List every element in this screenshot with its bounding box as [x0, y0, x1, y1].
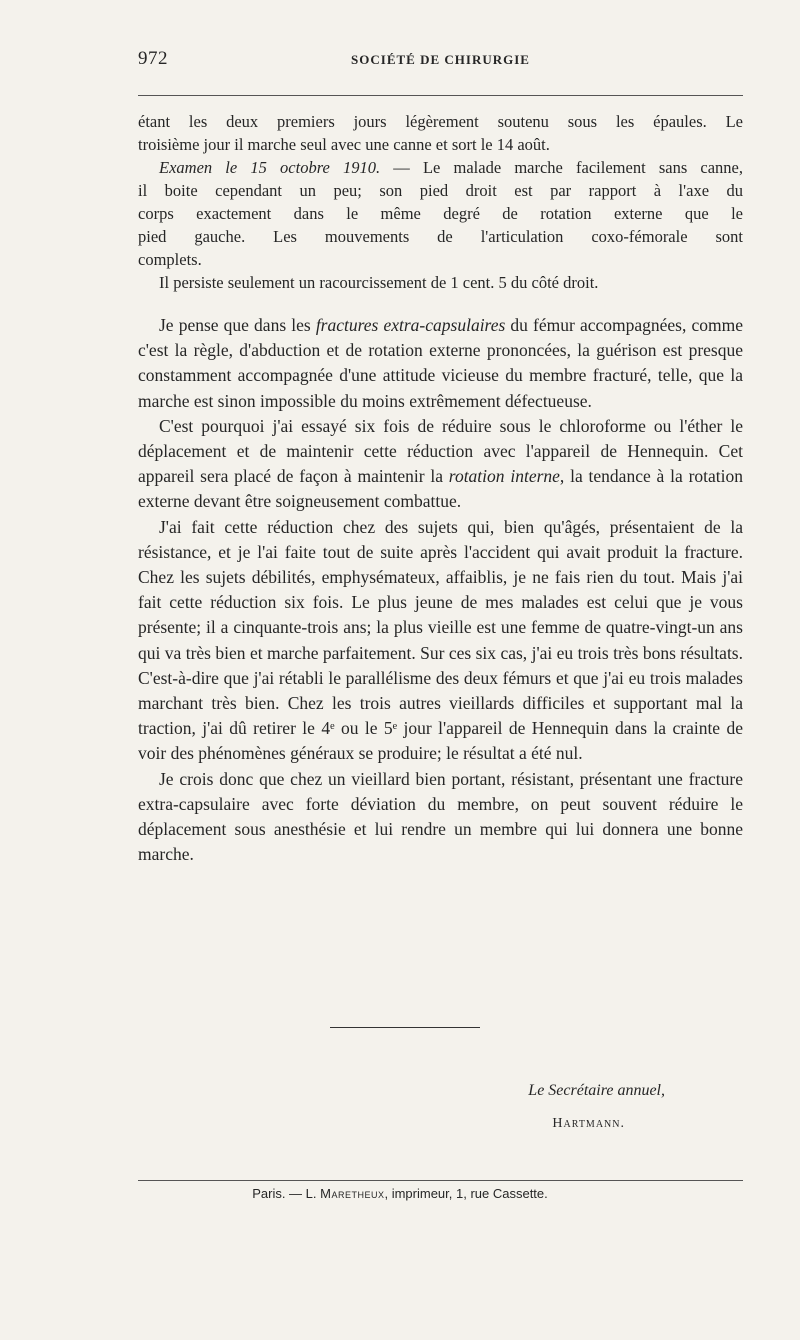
- paragraph-2: [138, 414, 743, 515]
- italic-term: fractures extra-capsulaires: [315, 315, 506, 335]
- section-divider: [330, 1027, 480, 1028]
- footer-rule: [138, 1180, 743, 1181]
- paragraph-3: J'ai fait cette réduction chez des sujets qui, bien qu'âgés, présentaient de la résistance, et je l'ai faite tout de suite après l'accident qui avait produit la fracture. Chez les sujets débilités, emphysémateux, affaiblis, je ne fais rien du tout. Mais j'ai fait cette réduction six fois. Le plus jeune de mes malades est celui que je vous présente; il a cinquante-trois ans; la plus vieille est une femme de quatre-vingt-un ans qui va très bien et marche parfaitement. Sur ces six cas, j'ai eu trois très bons résultats. C'est-à-dire que j'ai rétabli le parallélisme des deux fémurs et que j'ai eu trois malades marchant très bien. Chez les trois autres vieillards difficiles et supportant mal la traction, j'ai dû retirer le 4ᵉ ou le 5ᵉ jour l'appareil de Hennequin dans la crainte de voir des phénomènes généraux se produire; le résultat a été nul.: [138, 516, 743, 764]
- examination-text: — Le malade marche facilement sans canne,: [380, 158, 743, 177]
- text-line: pied gauche. Les mouvements de l'articulation coxo-fémorale sont: [138, 227, 743, 246]
- text-line: étant les deux premiers jours légèrement soutenu sous les épaules. Le: [138, 112, 743, 131]
- signature-title: Le Secrétaire annuel,: [528, 1082, 665, 1099]
- case-report-continuation: [138, 110, 743, 294]
- paragraph-4: Je crois donc que chez un vieillard bien portant, résistant, présentant une fracture extra-capsulaire avec forte déviation du membre, on peut souvent réduire le déplacement sous anesthésie et lui rendre un membre qui lui donnera une bonne marche.: [138, 768, 743, 865]
- italic-term: rotation interne: [448, 466, 560, 487]
- text-run: , la tendance à la rotation externe devant être soigneusement combattue.: [138, 466, 743, 512]
- discussion-text: [138, 313, 743, 867]
- text-line: corps exactement dans le même degré de rotation externe que le: [138, 204, 743, 223]
- text-run: C'est pourquoi j'ai essayé six fois de réduire sous le chloroforme ou l'éther le déplacement et de maintenir cette réduction avec l'appareil de Hennequin. Cet appareil sera placé de façon à maintenir la: [138, 415, 743, 487]
- text-line: complets.: [138, 250, 202, 269]
- page-number: 972: [138, 48, 168, 69]
- imprint-printer: Maretheux: [320, 1186, 385, 1201]
- text-line: il boite cependant un peu; son pied droit est par rapport à l'axe du: [138, 181, 743, 200]
- text-run: du fémur accompagnées, comme c'est la règle, d'abduction et de rotation externe prononcées, la guérison est presque constamment accompagnée d'une attitude vicieuse du membre fracturé, telle, que la marche est sinon impossible du moins extrêmement défectueuse.: [138, 315, 743, 411]
- imprint-city: Paris. — L.: [252, 1186, 321, 1201]
- printer-imprint: [0, 1186, 800, 1201]
- signature-name: Hartmann.: [552, 1116, 625, 1131]
- examination-date: Examen le 15 octobre 1910.: [159, 158, 381, 177]
- imprint-address: , imprimeur, 1, rue Cassette.: [384, 1186, 548, 1201]
- examination-line: [138, 156, 743, 179]
- header-rule: [138, 95, 743, 96]
- text-run: Je pense que dans les: [159, 315, 316, 335]
- running-head: SOCIÉTÉ DE CHIRURGIE: [351, 52, 530, 67]
- text-line: troisième jour il marche seul avec une canne et sort le 14 août.: [138, 135, 550, 154]
- page-header: [138, 48, 743, 72]
- paragraph-1: [138, 313, 743, 414]
- text-line: Il persiste seulement un racourcissement de 1 cent. 5 du côté droit.: [159, 273, 599, 292]
